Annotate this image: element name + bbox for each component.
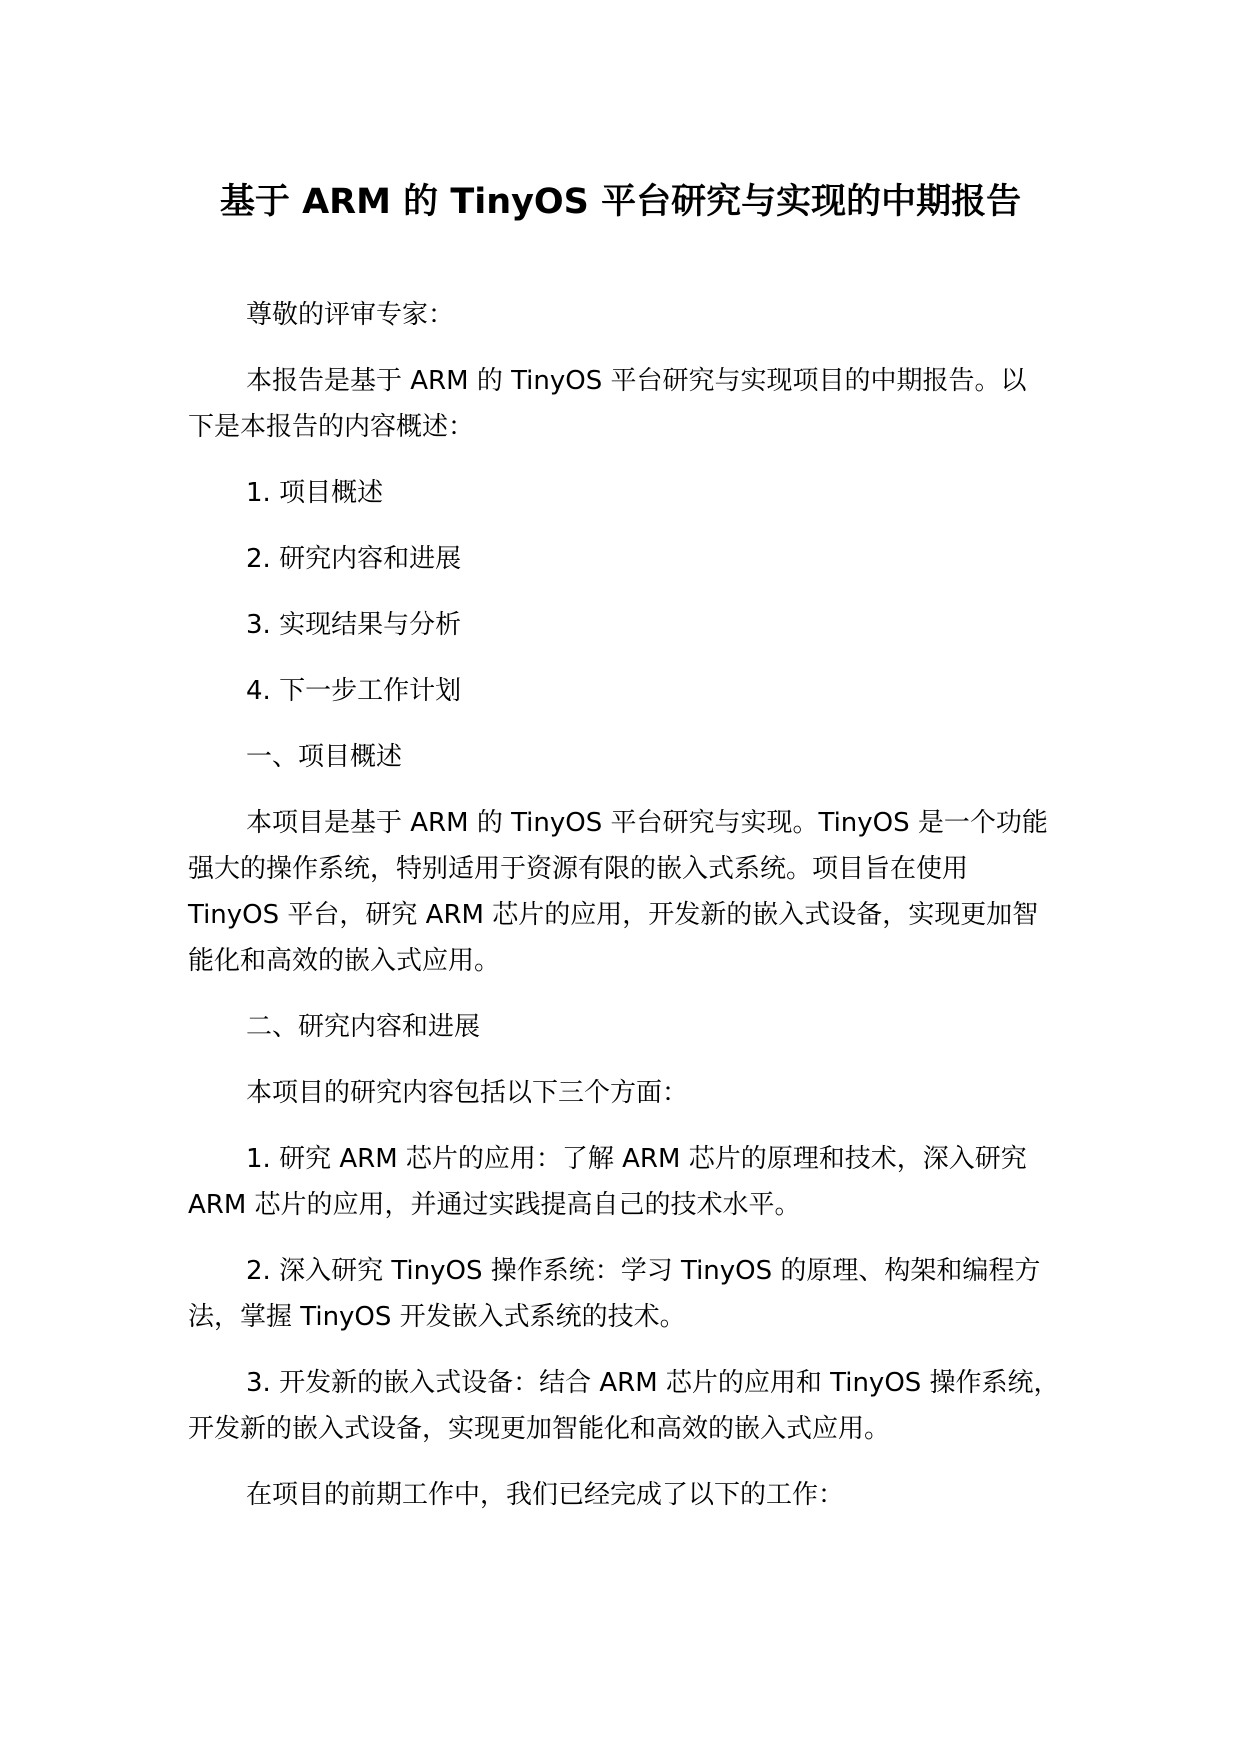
paragraph-line: 1. 研究 ARM 芯片的应用：了解 ARM 芯片的原理和技术，深入研究	[246, 1144, 1027, 1174]
outline-item	[188, 470, 1048, 516]
outline-item	[188, 536, 1048, 582]
outline-item	[188, 668, 1048, 714]
paragraph-line: 本项目是基于 ARM 的 TinyOS 平台研究与实现。TinyOS 是一个功能	[246, 808, 1048, 838]
paragraph-line: 3. 实现结果与分析	[246, 610, 462, 640]
document-body	[188, 292, 1060, 1518]
paragraph-progress	[188, 1472, 1048, 1518]
section-heading	[188, 734, 1048, 780]
paragraph-line: 1. 项目概述	[246, 478, 384, 508]
paragraph-salutation	[188, 292, 1048, 338]
paragraph-line: 法，掌握 TinyOS 开发嵌入式系统的技术。	[188, 1302, 686, 1332]
paragraph-line: 2. 深入研究 TinyOS 操作系统：学习 TinyOS 的原理、构架和编程方	[246, 1256, 1041, 1286]
paragraph-intro	[188, 358, 1048, 450]
paragraph-line: 尊敬的评审专家：	[246, 300, 455, 330]
paragraph-line: 本报告是基于 ARM 的 TinyOS 平台研究与实现项目的中期报告。以	[246, 366, 1027, 396]
paragraph-line: 在项目的前期工作中，我们已经完成了以下的工作：	[246, 1480, 845, 1510]
paragraph-line: 开发新的嵌入式设备，实现更加智能化和高效的嵌入式应用。	[188, 1414, 891, 1444]
paragraph-line: ARM 芯片的应用，并通过实践提高自己的技术水平。	[188, 1190, 801, 1220]
paragraph-line: 下是本报告的内容概述：	[188, 412, 475, 442]
outline-item	[188, 602, 1048, 648]
paragraph-line: 4. 下一步工作计划	[246, 676, 462, 706]
paragraph-research-intro	[188, 1070, 1048, 1116]
paragraph-line: 能化和高效的嵌入式应用。	[188, 946, 501, 976]
research-item	[188, 1360, 1060, 1452]
paragraph-line: 二、研究内容和进展	[246, 1012, 481, 1042]
document-title: 基于 ARM 的 TinyOS 平台研究与实现的中期报告	[219, 182, 1022, 222]
section-heading	[188, 1004, 1048, 1050]
paragraph-line: 一、项目概述	[246, 742, 403, 772]
paragraph-overview	[188, 800, 1048, 984]
research-item	[188, 1136, 1048, 1228]
research-item	[188, 1248, 1048, 1340]
paragraph-line: 本项目的研究内容包括以下三个方面：	[246, 1078, 689, 1108]
paragraph-line: 强大的操作系统，特别适用于资源有限的嵌入式系统。项目旨在使用	[188, 854, 969, 884]
paragraph-line: 2. 研究内容和进展	[246, 544, 462, 574]
paragraph-line: 3. 开发新的嵌入式设备：结合 ARM 芯片的应用和 TinyOS 操作系统，	[246, 1368, 1060, 1398]
paragraph-line: TinyOS 平台，研究 ARM 芯片的应用，开发新的嵌入式设备，实现更加智	[188, 900, 1039, 930]
